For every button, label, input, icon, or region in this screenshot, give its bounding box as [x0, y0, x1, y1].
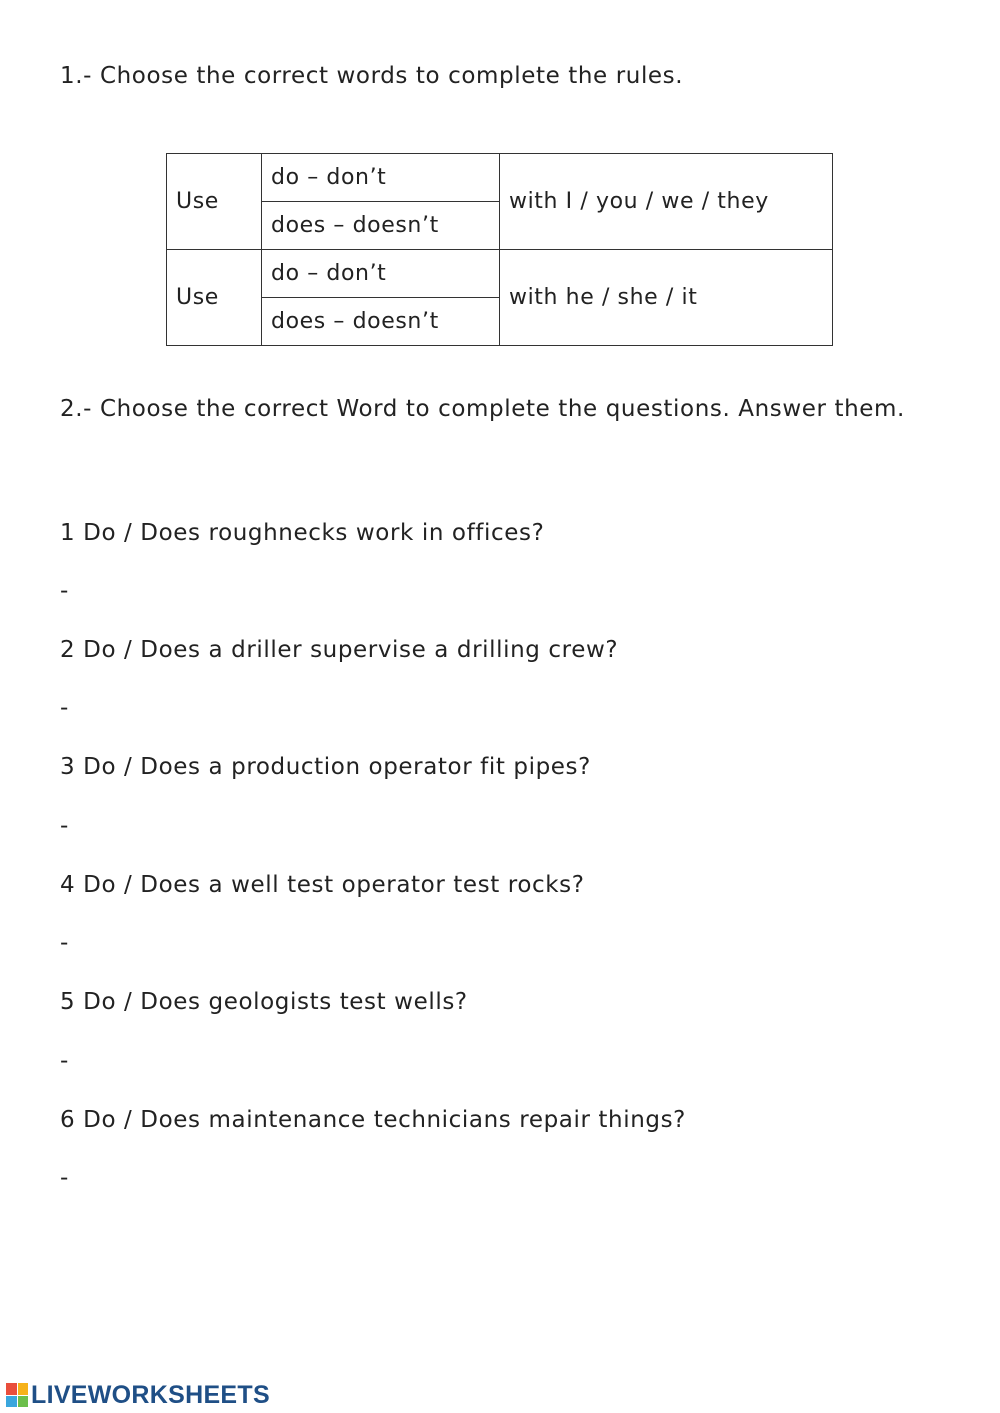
answer-field-3[interactable]: -	[60, 813, 69, 839]
question-5: 5 Do / Does geologists test wells?	[60, 989, 468, 1015]
subjects-cell: with he / she / it	[500, 250, 833, 346]
option-does-doesnt[interactable]: does – doesn’t	[262, 202, 500, 250]
logo-text: LIVEWORKSHEETS	[31, 1380, 270, 1409]
question-2: 2 Do / Does a driller supervise a drilling crew?	[60, 637, 619, 663]
answer-field-2[interactable]: -	[60, 695, 69, 721]
question-4: 4 Do / Does a well test operator test rocks?	[60, 872, 585, 898]
answer-field-6[interactable]: -	[60, 1165, 69, 1191]
option-do-dont[interactable]: do – don’t	[262, 250, 500, 298]
option-does-doesnt[interactable]: does – doesn’t	[262, 298, 500, 346]
question-1: 1 Do / Does roughnecks work in offices?	[60, 520, 545, 546]
liveworksheets-logo	[6, 1380, 270, 1410]
logo-block	[6, 1396, 17, 1408]
logo-blocks-icon	[6, 1383, 28, 1407]
answer-field-5[interactable]: -	[60, 1048, 69, 1074]
use-label: Use	[167, 250, 262, 346]
rules-table	[166, 153, 833, 346]
logo-block	[18, 1396, 29, 1408]
answer-field-4[interactable]: -	[60, 930, 69, 956]
logo-block	[6, 1383, 17, 1395]
exercise2-instruction: 2.- Choose the correct Word to complete the questions. Answer them.	[60, 396, 905, 422]
table-row	[167, 250, 833, 298]
question-6: 6 Do / Does maintenance technicians repair things?	[60, 1107, 686, 1133]
table-row	[167, 154, 833, 202]
answer-field-1[interactable]: -	[60, 578, 69, 604]
exercise1-instruction: 1.- Choose the correct words to complete the rules.	[60, 63, 684, 89]
logo-block	[18, 1383, 29, 1395]
option-do-dont[interactable]: do – don’t	[262, 154, 500, 202]
question-3: 3 Do / Does a production operator fit pipes?	[60, 754, 591, 780]
use-label: Use	[167, 154, 262, 250]
subjects-cell: with I / you / we / they	[500, 154, 833, 250]
